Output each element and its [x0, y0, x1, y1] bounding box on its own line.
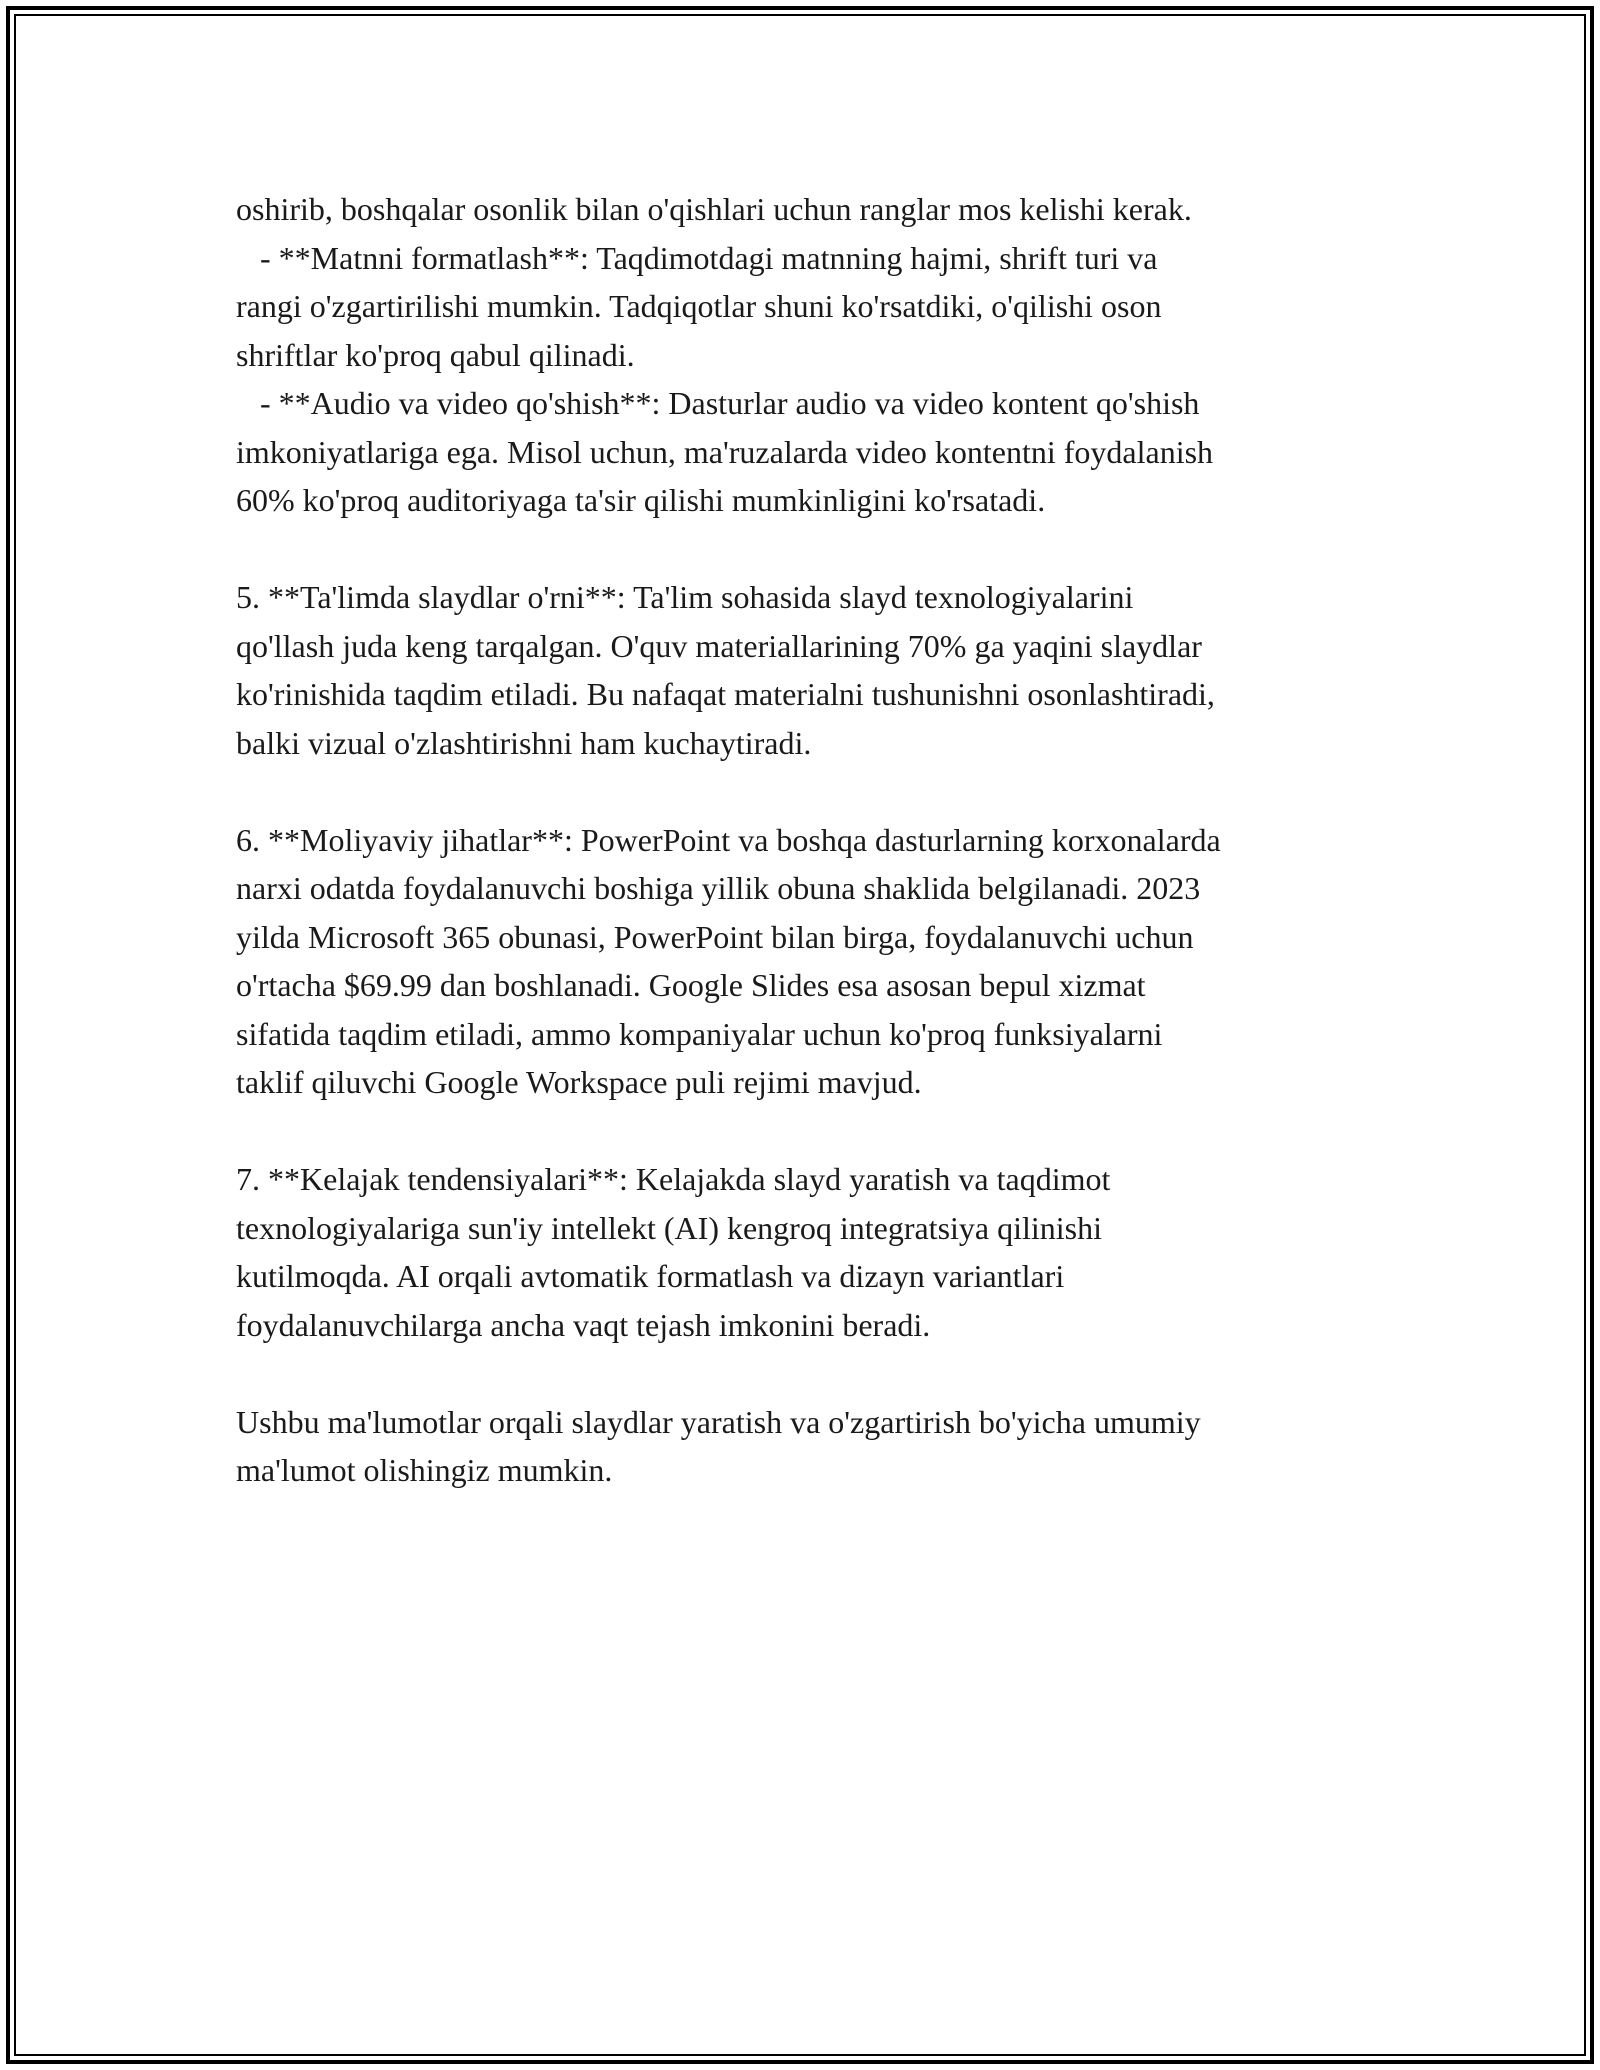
text-line: qo'llash juda keng tarqalgan. O'quv materiallarining 70% ga yaqini slaydlar	[236, 627, 1202, 664]
text-line: imkoniyatlariga ega. Misol uchun, ma'ruzalarda video kontentni foydalanish	[236, 433, 1214, 470]
text-line: texnologiyalariga sun'iy intellekt (AI) kengroq integratsiya qilinishi	[236, 1209, 1103, 1246]
text-line: ko'rinishida taqdim etiladi. Bu nafaqat materialni tushunishni osonlashtiradi,	[236, 676, 1215, 712]
text-line: kutilmoqda. AI orqali avtomatik formatlash va dizayn variantlari	[236, 1258, 1065, 1294]
paragraph-conclusion	[236, 1398, 1416, 1495]
paragraph-gap	[236, 1349, 1416, 1398]
text-line: Ushbu ma'lumotlar orqali slaydlar yaratish va o'zgartirish bo'yicha umumiy	[236, 1403, 1201, 1440]
bullet-audio-video	[236, 379, 1416, 525]
text-line: - **Audio va video qo'shish**: Dasturlar audio va video kontent qo'shish	[236, 385, 1200, 421]
text-line: ma'lumot olishingiz mumkin.	[236, 1452, 613, 1488]
text-line: shriftlar ko'proq qabul qilinadi.	[236, 336, 635, 373]
text-line: rangi o'zgartirilishi mumkin. Tadqiqotlar shuni ko'rsatdiki, o'qilishi oson	[236, 288, 1162, 324]
item-6-financial	[236, 816, 1416, 1107]
text-line: taklif qiluvchi Google Workspace puli rejimi mavjud.	[236, 1064, 922, 1100]
paragraph-gap	[236, 1107, 1416, 1156]
text-line: yilda Microsoft 365 obunasi, PowerPoint bilan birga, foydalanuvchi uchun	[236, 918, 1194, 955]
text-line: 5. **Ta'limda slaydlar o'rni**: Ta'lim sohasida slayd texnologiyalarini	[236, 579, 1134, 615]
text-line: 7. **Kelajak tendensiyalari**: Kelajakda slayd yaratish va taqdimot	[236, 1161, 1111, 1197]
paragraph-gap	[236, 525, 1416, 574]
item-5-education	[236, 573, 1416, 767]
text-line: 60% ko'proq auditoriyaga ta'sir qilishi mumkinligini ko'rsatadi.	[236, 482, 1046, 518]
bullet-text-formatting	[236, 234, 1416, 380]
text-line: o'rtacha $69.99 dan boshlanadi. Google Slides esa asosan bepul xizmat	[236, 967, 1146, 1003]
text-line: balki vizual o'zlashtirishni ham kuchaytiradi.	[236, 724, 812, 761]
text-line: narxi odatda foydalanuvchi boshiga yillik obuna shaklida belgilanadi. 2023	[236, 870, 1201, 906]
document-body	[236, 185, 1416, 1495]
text-line: oshirib, boshqalar osonlik bilan o'qishlari uchun ranglar mos kelishi kerak.	[236, 191, 1192, 227]
text-line: sifatida taqdim etiladi, ammo kompaniyalar uchun ko'proq funksiyalarni	[236, 1015, 1163, 1052]
text-line: foydalanuvchilarga ancha vaqt tejash imkonini beradi.	[236, 1306, 931, 1343]
text-line: - **Matnni formatlash**: Taqdimotdagi matnning hajmi, shrift turi va	[236, 239, 1158, 276]
text-line: 6. **Moliyaviy jihatlar**: PowerPoint va boshqa dasturlarning korxonalarda	[236, 821, 1221, 858]
paragraph-gap	[236, 767, 1416, 816]
item-7-future-trends	[236, 1155, 1416, 1349]
paragraph-color-continuation	[236, 185, 1416, 234]
